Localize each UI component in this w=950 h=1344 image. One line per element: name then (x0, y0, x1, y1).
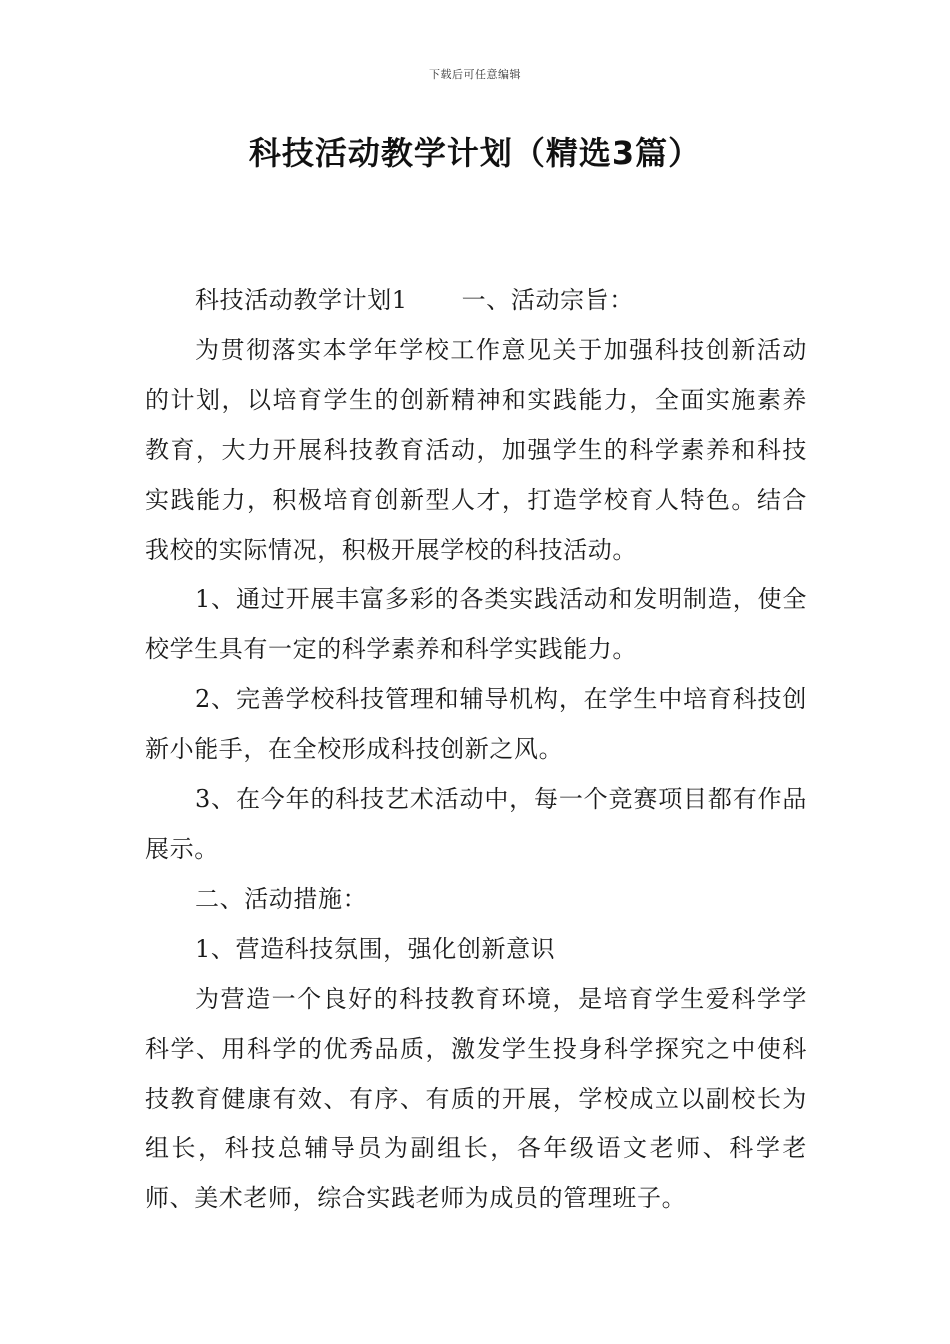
header-note: 下载后可任意编辑 (429, 68, 521, 81)
document-title: 科技活动教学计划（精选3篇） (248, 134, 702, 172)
document-body (145, 276, 807, 1224)
paragraph-atmosphere: 为营造一个良好的科技教育环境，是培育学生爱科学学科学、用科学的优秀品质，激发学生投身科学探究之中使科技教育健康有效、有序、有质的开展，学校成立以副校长为组长，科技总辅导员为副组长，各年级语文老师、科学老师、美术老师，综合实践老师为成员的管理班子。 (145, 984, 807, 1213)
subheading-atmosphere: 1、营造科技氛围，强化创新意识 (195, 934, 556, 963)
paragraph-heading-1 (145, 276, 807, 326)
section-heading-measures: 二、活动措施： (195, 884, 368, 913)
plan-subtitle: 科技活动教学计划1 (195, 286, 408, 314)
paragraph-item-2: 2、完善学校科技管理和辅导机构，在学生中培育科技创新小能手，在全校形成科技创新之风。 (145, 685, 807, 764)
paragraph-item-1: 1、通过开展丰富多彩的各类实践活动和发明制造，使全校学生具有一定的科学素养和科学实践能力。 (145, 585, 807, 664)
paragraph-purpose: 为贯彻落实本学年学校工作意见关于加强科技创新活动的计划，以培育学生的创新精神和实践能力，全面实施素养教育，大力开展科技教育活动，加强学生的科学素养和科技实践能力，积极培育创新型人才，打造学校育人特色。结合我校的实际情况，积极开展学校的科技活动。 (145, 335, 807, 564)
section-heading-purpose: 一、活动宗旨： (461, 286, 634, 314)
paragraph-item-3: 3、在今年的科技艺术活动中，每一个竞赛项目都有作品展示。 (145, 785, 807, 863)
